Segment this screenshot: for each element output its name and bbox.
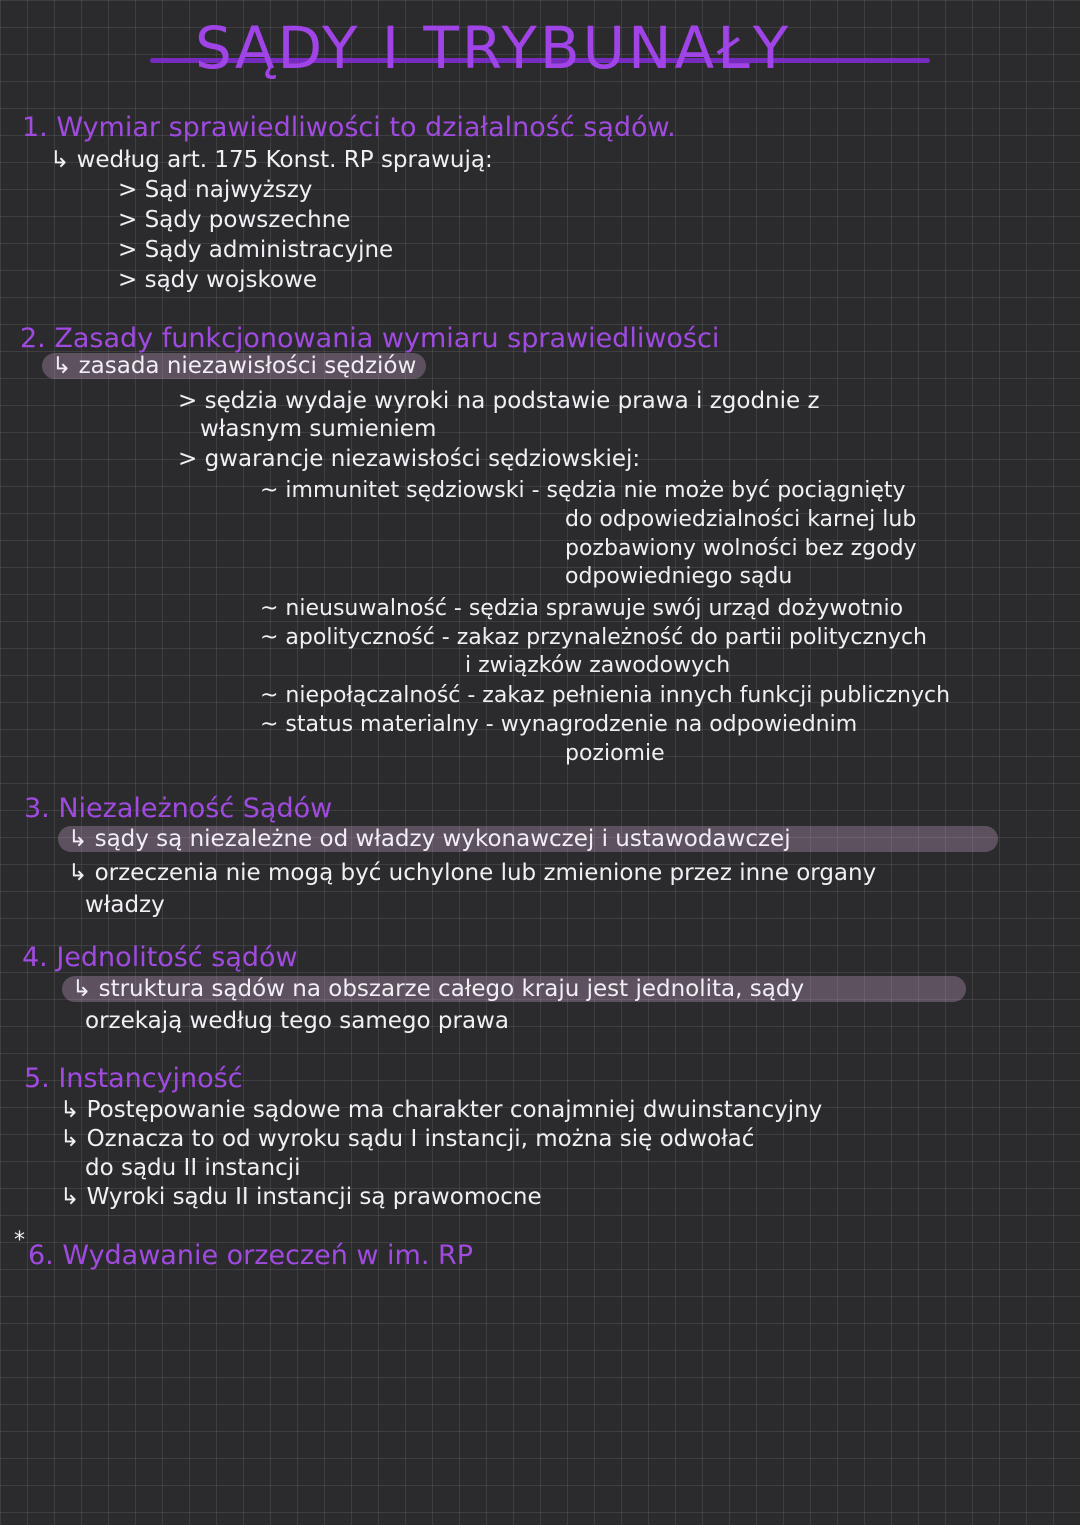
section-1-item: > sądy wojskowe [118,267,317,293]
section-2-point: > gwarancje niezawisłości sędziowskiej: [178,446,641,472]
section-3-line-cont: władzy [85,892,165,918]
section-3-line: ↳ orzeczenia nie mogą być uchylone lub zmienione przez inne organy [68,860,877,886]
guarantee-immunity-cont: odpowiedniego sądu [565,564,793,589]
section-2-heading: 2. Zasady funkcjonowania wymiaru sprawiedliwości [20,323,720,354]
title-block [150,14,930,84]
section-4-line-cont: orzekają według tego samego prawa [85,1008,509,1034]
section-6-heading: 6. Wydawanie orzeczeń w im. RP [28,1240,474,1271]
guarantee-immunity-cont: pozbawiony wolności bez zgody [565,536,917,561]
guarantee-apoliticality-cont: i związków zawodowych [465,653,731,678]
section-3-heading: 3. Niezależność Sądów [24,793,333,824]
section-5-heading: 5. Instancyjność [24,1063,243,1094]
section-2-point: > sędzia wydaje wyroki na podstawie prawa i zgodnie z [178,388,820,414]
star-marker: * [14,1228,25,1253]
section-1-item: > Sądy administracyjne [118,237,394,263]
section-2-highlighted-principle: ↳ zasada niezawisłości sędziów [42,353,426,379]
section-1-item: > Sąd najwyższy [118,177,313,203]
guarantee-material-status: ~ status materialny - wynagrodzenie na odpowiednim [260,712,858,737]
guarantee-immunity: ~ immunitet sędziowski - sędzia nie może być pociągnięty [260,478,906,503]
section-2-point-cont: własnym sumieniem [200,416,437,442]
section-5-line-cont: do sądu II instancji [85,1155,301,1181]
section-1-intro: ↳ według art. 175 Konst. RP sprawują: [50,147,493,173]
section-1-heading: 1. Wymiar sprawiedliwości to działalność sądów. [22,112,676,143]
section-5-line: ↳ Oznacza to od wyroku sądu I instancji, można się odwołać [60,1126,755,1152]
guarantee-immunity-cont: do odpowiedzialności karnej lub [565,507,917,532]
section-4-highlighted-line: ↳ struktura sądów na obszarze całego kraju jest jednolita, sądy [62,976,966,1002]
guarantee-incompatibility: ~ niepołączalność - zakaz pełnienia innych funkcji publicznych [260,683,951,708]
guarantee-irremovability: ~ nieusuwalność - sędzia sprawuje swój urząd dożywotnio [260,596,904,621]
section-5-line: ↳ Postępowanie sądowe ma charakter conajmniej dwuinstancyjny [60,1097,823,1123]
guarantee-material-status-cont: poziomie [565,741,665,766]
guarantee-apoliticality: ~ apolityczność - zakaz przynależność do partii politycznych [260,625,927,650]
section-1-item: > Sądy powszechne [118,207,351,233]
page-title: SĄDY I TRYBUNAŁY [195,14,792,82]
section-5-line: ↳ Wyroki sądu II instancji są prawomocne [60,1184,542,1210]
section-3-highlighted-line: ↳ sądy są niezależne od władzy wykonawczej i ustawodawczej [58,826,998,852]
section-4-heading: 4. Jednolitość sądów [22,942,298,973]
